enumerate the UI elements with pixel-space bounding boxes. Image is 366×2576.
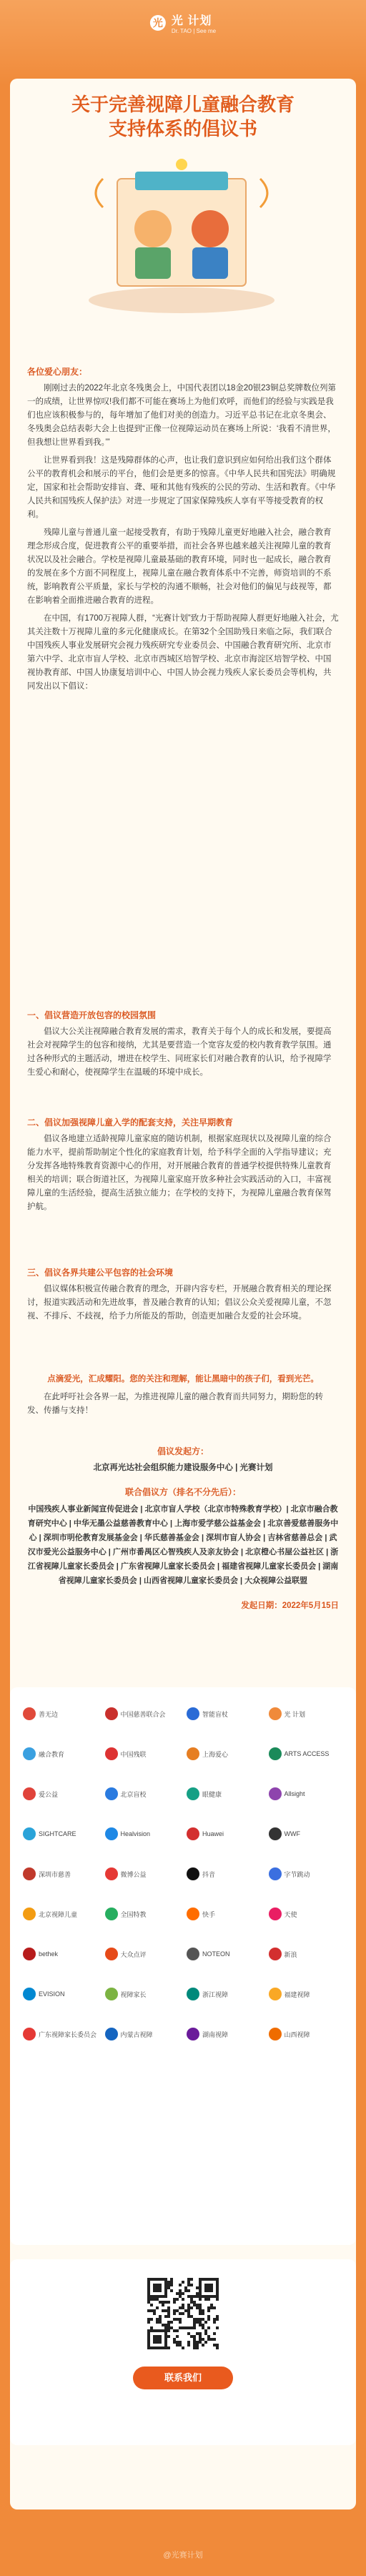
- partner-logo-name: 北京盲校: [120, 1790, 147, 1798]
- title-line-2: 支持体系的倡议书: [108, 119, 257, 140]
- partner-logo: [23, 2022, 98, 2046]
- partner-logo: [187, 1782, 262, 1806]
- partner-logo-name: 浙江视障: [202, 1990, 229, 1998]
- partner-logo-name: 融合教育: [39, 1750, 65, 1758]
- partner-logo: [23, 1822, 98, 1846]
- partner-logo: [269, 1742, 344, 1766]
- partner-logo-icon: [105, 2028, 118, 2040]
- partner-logo-name: EVISION: [39, 1990, 65, 1998]
- qr-code: [147, 2278, 219, 2349]
- partner-logo: [187, 1902, 262, 1926]
- partner-logo-name: Allsight: [284, 1790, 305, 1797]
- partner-logo-icon: [23, 1827, 36, 1840]
- proposal-section-1: [27, 1008, 339, 1084]
- partner-logo-name: 中国慈善联合会: [120, 1710, 166, 1718]
- intro-paragraph-1: 刚刚过去的2022年北京冬残奥会上，中国代表团以18金20银23铜总奖牌数位列第一的成绩，让世界惊叹!我们都不可能在赛场上为他们欢呼，而他们的经验与实践是我们也应该积极参与的，每年增加了他们对美的创造力。习近平总书记在北京冬奥会、冬残奥会总结表彰大会上也提到“正像一位视障运动员在赛场上所说：‘我看不清世界，但我想让世界看到我。’”: [27, 384, 336, 447]
- partner-logo: [269, 1982, 344, 2006]
- partner-logo-icon: [105, 1827, 118, 1840]
- partner-logo: [23, 1982, 98, 2006]
- partner-logo-icon: [23, 1867, 36, 1880]
- partner-logo-icon: [23, 2028, 36, 2040]
- partner-logo: [187, 1702, 262, 1726]
- hero-ribbon: [135, 172, 228, 190]
- partner-logo: [269, 1822, 344, 1846]
- partner-logo-icon: [23, 1787, 36, 1800]
- partner-logo-name: 湖南视障: [202, 2030, 229, 2038]
- partner-logo-name: 北京视障儿童: [39, 1910, 78, 1918]
- proposal-section-2: [27, 1115, 339, 1218]
- closing-line-1: 点滴爱光，汇成耀阳。您的关注和理解，能让黑暗中的孩子们，看到光芒。: [47, 1375, 319, 1383]
- partner-logo: [187, 1822, 262, 1846]
- intro-paragraph-4: 在中国，有1700万视障人群，“光赛计划”致力于帮助视障人群更好地融入社会，尤其关注数十万视障儿童的多元化健康成长。在第32个全国助残日来临之际，我们联合中国残疾人事业发展研究会视力残疾研究专业委员会、中国融合教育研究所、北京市第六中学、北京市盲人学校、北京市西城区培智学校、北京市海淀区培智学校、中国视协教育部、中国人协康复培训中心、中国人协会视力残疾人家长委员会等机构，共同发出以下倡议：: [27, 614, 339, 691]
- partner-logo-name: 眼健康: [202, 1790, 222, 1798]
- partner-logo-name: 天使: [284, 1910, 297, 1918]
- page-title: [10, 93, 356, 142]
- partner-logo: [105, 1822, 180, 1846]
- partner-logo: [105, 1982, 180, 2006]
- partner-logo-icon: [105, 1787, 118, 1800]
- initiator-text: 北京再光达社会组织能力建设服务中心 | 光赛计划: [93, 1464, 273, 1472]
- partner-logo-name: 中国残联: [120, 1750, 147, 1758]
- partner-logo-name: 新浪: [284, 1950, 297, 1958]
- proposal-heading-2: 二、倡议加强视障儿童入学的配套支持，关注早期教育: [27, 1117, 234, 1127]
- partner-logo-icon: [23, 1707, 36, 1720]
- partner-logo-name: NOTEON: [202, 1950, 230, 1958]
- partner-logo-icon: [105, 1948, 118, 1960]
- brand-name: 光 计划: [171, 15, 212, 27]
- partner-logo-name: Healvision: [120, 1830, 151, 1837]
- partner-logo-icon: [23, 1908, 36, 1920]
- partner-logo: [23, 1902, 98, 1926]
- partner-logo: [23, 1702, 98, 1726]
- partner-logo-name: 内蒙古视障: [120, 2030, 153, 2038]
- partner-logo-name: 视障家长: [120, 1990, 147, 1998]
- partner-logo-icon: [187, 1988, 199, 2000]
- partner-logo-name: 上海爱心: [202, 1750, 229, 1758]
- header-bar: [0, 0, 366, 86]
- partner-logo: [23, 1742, 98, 1766]
- partner-logo-name: 抖音: [202, 1870, 216, 1878]
- partner-logo-icon: [269, 1867, 282, 1880]
- partner-logo-name: 微博公益: [120, 1870, 147, 1878]
- partner-logo-icon: [187, 1827, 199, 1840]
- partner-logo-icon: [269, 1787, 282, 1800]
- partner-logo: [187, 2022, 262, 2046]
- partner-logo-icon: [269, 1747, 282, 1760]
- partner-logo-name: 字节跳动: [284, 1870, 310, 1878]
- partner-logo-icon: [105, 1988, 118, 2000]
- partner-logo-name: 深圳市慈善: [39, 1870, 71, 1878]
- partner-logo-name: SIGHTCARE: [39, 1830, 76, 1837]
- partner-logo-icon: [269, 1827, 282, 1840]
- partner-logo: [269, 1702, 344, 1726]
- brand-logo: [150, 11, 216, 34]
- partner-logo-name: 快手: [202, 1910, 216, 1918]
- partner-logo-name: ARTS ACCESS: [284, 1750, 330, 1757]
- partner-logo: [187, 1862, 262, 1886]
- partner-logo-icon: [269, 1988, 282, 2000]
- intro-section: [27, 365, 339, 698]
- partner-logo-icon: [187, 1787, 199, 1800]
- partner-logo-name: 福建视障: [284, 1990, 310, 1998]
- partner-logo: [105, 1942, 180, 1966]
- proposal-body-3: 倡议媒体积极宣传融合教育的理念，开辟内容专栏，开展融合教育相关的理论探讨，报道实践活动和先进故事，普及融合教育的认知；倡议公众关爱视障儿童，不忽视、不排斥、不歧视，给予力所能及的帮助，创造更加融合友爱的社会环境。: [27, 1285, 332, 1321]
- partner-logo-name: 广东视障家长委员会: [39, 2030, 97, 2038]
- proposal-body-2: 倡议各地建立适龄视障儿童家庭的随访机制，根据家庭现状以及视障儿童的综合能力水平，提前帮助制定个性化的家庭教育计划，给予科学全面的入学指导建议；充分发挥各地特殊教育资源中心的作用，对开展融合教育的普通学校提供特殊儿童教育相关的培训；联合街道社区，为视障儿童家庭开放多种社会实践活动的入口，丰富视障儿童的生活经验，提高生活独立能力；在学校的支持下，为视障儿童融合教育保驾护航。: [27, 1135, 332, 1211]
- partner-logo: [105, 1702, 180, 1726]
- partner-logo-icon: [105, 1867, 118, 1880]
- partner-logo: [269, 1902, 344, 1926]
- partner-logo: [105, 2022, 180, 2046]
- partner-logo: [23, 1782, 98, 1806]
- partner-logo: [269, 1942, 344, 1966]
- intro-paragraph-3: 残障儿童与普通儿童一起接受教育，有助于残障儿童更好地融入社会，融合教育理念形成合度，促进教育公平的重要举措，而社会各界也越来越关注视障儿童的教育状况以及社会融合。学校是视障儿童最基础的教育环境，同时也一起成长，融合教育的发展在多个方面不同程度上，视障儿童在融合教育体系中不完善，师资培训的不系统，影响教育公平质量，家长与学校的沟通不顺畅，社会对他们的偏见与歧视等，都在影响着全面推进融合教育的进程。: [27, 528, 332, 605]
- initiators-section: [27, 1444, 339, 1613]
- joint-title: 联合倡议方（排名不分先后）：: [124, 1487, 241, 1497]
- partner-logo: [105, 1862, 180, 1886]
- closing-line-2: 在此呼吁社会各界一起，为推进视障儿童的融合教育而共同努力，期盼您的转发、传播与支持！: [27, 1393, 323, 1415]
- partner-logo: [187, 1982, 262, 2006]
- partner-logo: [105, 1742, 180, 1766]
- partner-logo: [269, 1862, 344, 1886]
- partner-logo: [187, 1942, 262, 1966]
- hero-child-right: [192, 210, 229, 247]
- intro-paragraph-2: 让世界看到我！这是残障群体的心声，也让我们意识到应如何给出我们这个群体公平的教育机会和展示的平台，他们会是更多的惊喜。《中华人民共和国宪法》明确规定，国家和社会帮助安排盲、聋、哑和其他有残疾的公民的劳动、生活和教育。《中华人民共和国残疾人保护法》对进一步规定了国家保障残疾人享有平等接受教育的权利。: [27, 456, 336, 519]
- partner-logo-icon: [187, 1948, 199, 1960]
- proposal-heading-3: 三、倡议各界共建公平包容的社会环境: [27, 1268, 174, 1278]
- partner-logo-name: 智能盲杖: [202, 1710, 229, 1718]
- partner-logo-name: 光 计划: [284, 1710, 306, 1718]
- partner-logo-name: 全国特教: [120, 1910, 147, 1918]
- initiation-date: 发起日期：2022年5月15日: [241, 1602, 339, 1610]
- title-line-1: 关于完善视障儿童融合教育: [71, 94, 295, 116]
- partner-logo: [105, 1902, 180, 1926]
- proposal-heading-1: 一、倡议营造开放包容的校园氛围: [27, 1010, 157, 1020]
- partner-logo-icon: [187, 1707, 199, 1720]
- brand-subtitle: Dr. TAO | See me: [171, 28, 217, 34]
- proposal-body-1: 倡议大公关注视障融合教育发展的需求，教育关于每个人的成长和发展，要提高社会对视障学生的包容和接纳，尤其是要营造一个宽容友爱的校内教育教学氛围。通过各种形式的主题活动，增进在校学生、同班家长们对融合教育的认识，给予视障学生爱心和耐心，使视障学生在温暖的环境中成长。: [27, 1027, 332, 1077]
- brand-mark-icon: 光: [150, 15, 166, 31]
- contact-us-button[interactable]: 联系我们: [133, 2367, 233, 2389]
- hero-illustration: [74, 150, 289, 322]
- partner-logo: [105, 1782, 180, 1806]
- partner-logo-icon: [187, 1867, 199, 1880]
- partner-logo-icon: [23, 1988, 36, 2000]
- partner-logo-name: 大众点评: [120, 1950, 147, 1958]
- partner-logo-name: 爱公益: [39, 1790, 59, 1798]
- partner-logo: [23, 1862, 98, 1886]
- contact-area: [10, 2259, 356, 2445]
- partner-logo-icon: [187, 2028, 199, 2040]
- partner-logo-icon: [23, 1747, 36, 1760]
- partner-logo-icon: [269, 2028, 282, 2040]
- partner-logo: [269, 2022, 344, 2046]
- partner-logo-name: WWF: [284, 1830, 300, 1837]
- partner-logo-name: 山西视障: [284, 2030, 310, 2038]
- partner-logo-icon: [105, 1747, 118, 1760]
- partner-logo-name: bethek: [39, 1950, 59, 1958]
- partner-logo-icon: [187, 1908, 199, 1920]
- proposal-section-3: [27, 1265, 339, 1328]
- partner-logo-icon: [269, 1948, 282, 1960]
- partner-logo-icon: [105, 1908, 118, 1920]
- greeting: 各位爱心朋友：: [27, 367, 88, 377]
- partner-logo: [187, 1742, 262, 1766]
- joint-text: 中国残疾人事业新闻宣传促进会 | 北京市盲人学校（北京市特殊教育学校）| 北京市融合教育研究中心 | 中华无墨公益慈善教育中心 | 上海市爱学慈公益基金会 | 北京善爱慈善服务中心 | 深圳市明伦教育发展基金会 | 华氏慈善基金会 | 深圳市盲人协会 | 吉林省慈善总会 | 武汉市爱光公益服务中心 | 广州市番禺区心智残疾人及亲友协会 | 北京橙心书屋公益社区 | 浙江省视障儿童家长委员会 | 广东省视障儿童家长委员会 | 福建省视障儿童家长委员会 | 湖南省视障儿童家长委员会 | 山西省视障儿童家长委员会 | 大众视障公益联盟: [27, 1505, 339, 1585]
- closing-section: [27, 1373, 339, 1422]
- partner-logo-icon: [269, 1908, 282, 1920]
- partner-logo-grid: [23, 1702, 343, 2046]
- partner-logo: [23, 1942, 98, 1966]
- watermark: @光赛计划: [163, 2551, 203, 2560]
- partner-logo-name: Huawei: [202, 1830, 224, 1837]
- partner-logo-icon: [187, 1747, 199, 1760]
- hero-child-left: [134, 210, 172, 247]
- partner-logo-name: 善无边: [39, 1710, 59, 1718]
- initiator-title: 倡议发起方：: [157, 1446, 209, 1456]
- partner-logo: [269, 1782, 344, 1806]
- partner-logos-area: [10, 1687, 356, 2245]
- partner-logo-icon: [105, 1707, 118, 1720]
- partner-logo-icon: [23, 1948, 36, 1960]
- partner-logo-icon: [269, 1707, 282, 1720]
